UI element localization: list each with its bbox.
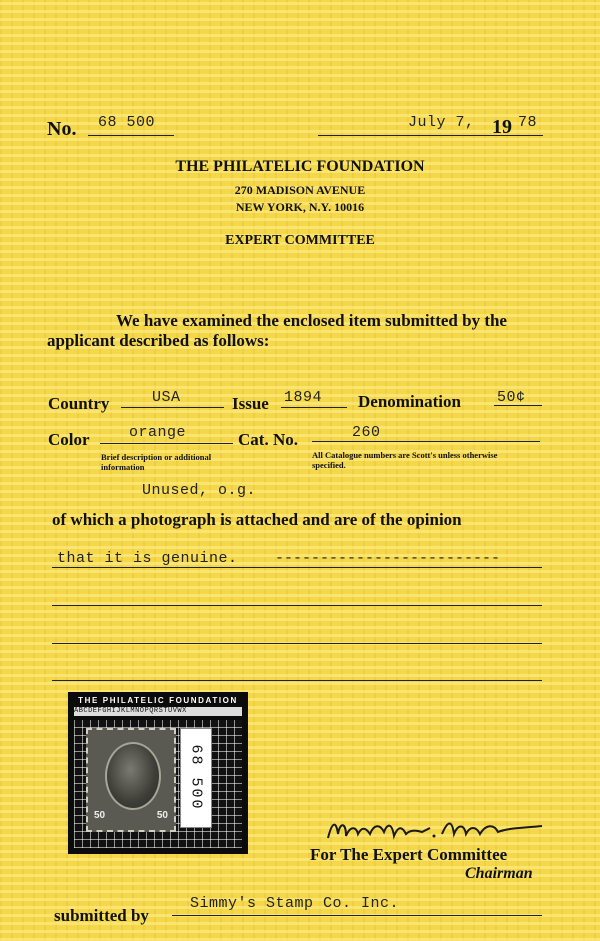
stamp-value-right: 50 (156, 810, 168, 821)
opinion-dashes: ------------------------- (275, 550, 501, 567)
color-value: orange (129, 424, 187, 441)
signature-committee-line: For The Expert Committee (310, 845, 508, 864)
committee-title: EXPERT COMMITTEE (225, 233, 375, 248)
issue-label: Issue (232, 394, 269, 413)
stamp-portrait (105, 742, 161, 810)
stamp-value-left: 50 (94, 810, 106, 821)
attached-photograph (68, 692, 248, 854)
photo-alphabet-scale: ABCDEFGHIJKLMNOPQRSTUVWX (74, 707, 242, 716)
organization-name: THE PHILATELIC FOUNDATION (175, 158, 425, 175)
photo-title: THE PHILATELIC FOUNDATION (78, 696, 238, 705)
country-value: USA (152, 389, 181, 406)
catalogue-note: All Catalogue numbers are Scott's unless otherwise specified. (312, 450, 498, 470)
photo-number-label (180, 728, 212, 828)
certificate-number: 68 500 (98, 114, 156, 131)
color-line (100, 443, 233, 444)
catno-line (312, 441, 540, 442)
item-description: Unused, o.g. (142, 482, 257, 499)
certificate-date-line (318, 135, 543, 136)
address-line-1: 270 MADISON AVENUE (234, 183, 366, 197)
opinion-line-2 (52, 605, 542, 606)
color-label: Color (48, 430, 90, 449)
stamp-image (86, 728, 176, 832)
certificate-date: July 7, (408, 114, 475, 131)
country-line (121, 407, 224, 408)
opinion-line-4 (52, 680, 542, 681)
opinion-line-3 (52, 643, 542, 644)
brief-description-note: Brief description or additional information (101, 452, 212, 472)
denomination-value: 50¢ (497, 389, 526, 406)
intro-line-2: applicant described as follows: (47, 331, 270, 350)
submitted-by-value: Simmy's Stamp Co. Inc. (190, 895, 400, 912)
submitted-by-label: submitted by (54, 906, 149, 925)
photo-number-text: 68 500 (187, 744, 205, 811)
catno-value: 260 (352, 424, 381, 441)
chairman-signature (322, 812, 552, 846)
signature-chairman-title: Chairman (465, 865, 533, 882)
certificate-year-prefix: 19 (492, 116, 512, 138)
opinion-lead: of which a photograph is attached and are of the opinion (52, 510, 462, 529)
catno-label: Cat. No. (238, 430, 298, 449)
denomination-label: Denomination (358, 392, 461, 411)
certificate-number-label: No. (47, 118, 77, 140)
issue-line (281, 407, 347, 408)
opinion-line-1 (52, 567, 542, 568)
submitted-by-line (172, 915, 542, 916)
country-label: Country (48, 394, 110, 413)
opinion-text: that it is genuine. (57, 550, 238, 567)
denomination-line (494, 405, 542, 406)
intro-line-1: We have examined the enclosed item submitted by the (116, 311, 507, 330)
certificate-year-suffix: 78 (518, 114, 538, 131)
address-line-2: NEW YORK, N.Y. 10016 (235, 200, 365, 214)
certificate-number-line (88, 135, 174, 136)
issue-value: 1894 (284, 389, 323, 406)
